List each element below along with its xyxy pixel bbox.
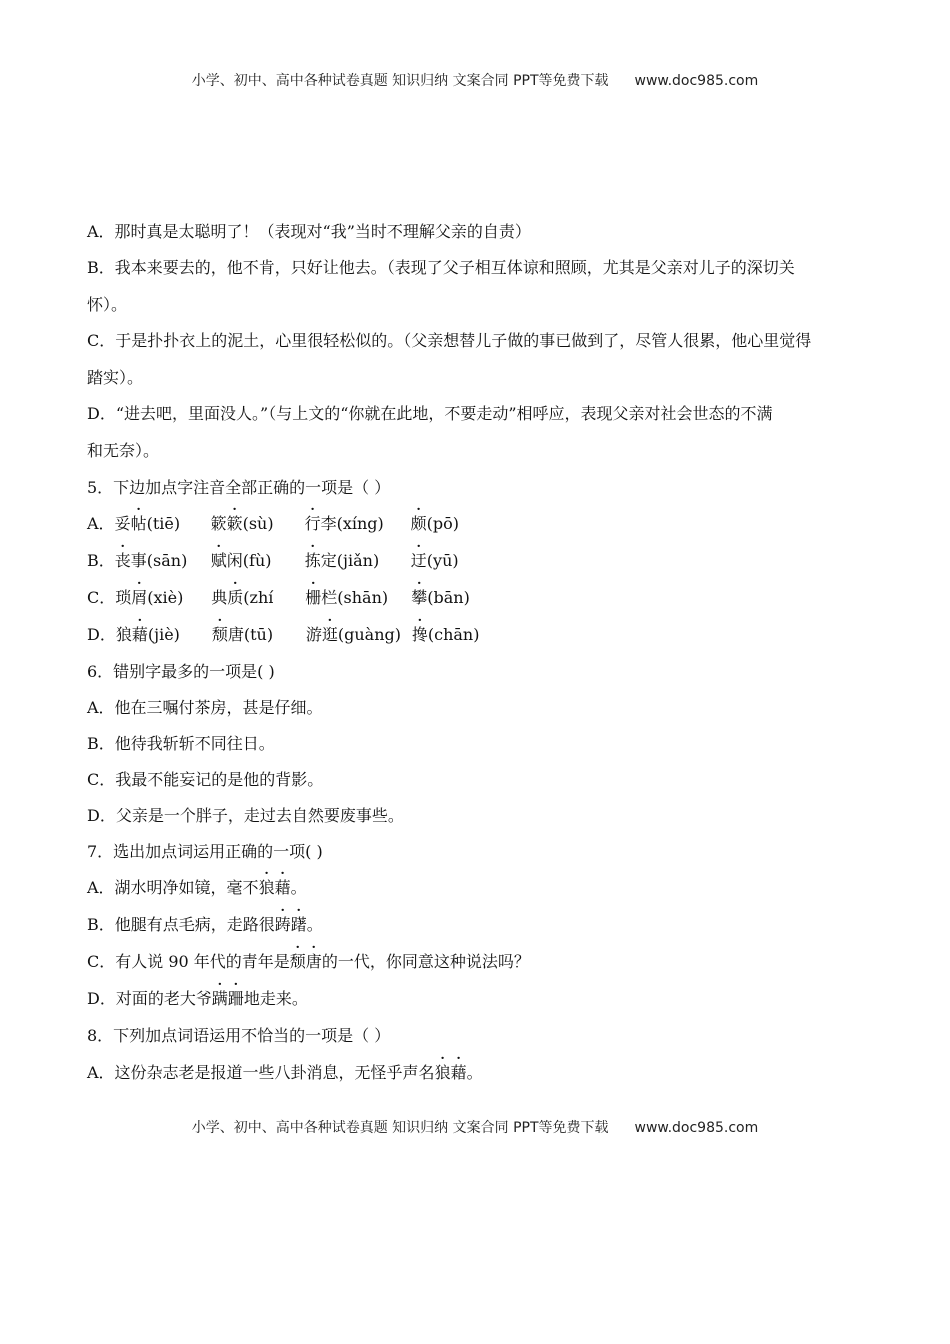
- q4-option-b-line1: B．我本来要去的，他不肯，只好让他去。（表现了父子相互体谅和照顾，尤其是父亲对儿子的深切关: [87, 258, 795, 277]
- header-url[interactable]: www.doc985.com: [634, 73, 759, 89]
- q5a-word4: 颇(pō): [410, 514, 459, 533]
- q6-stem: 6．错别字最多的一项是( ): [87, 662, 275, 681]
- q5d-word4: 搀(chān): [411, 625, 480, 644]
- q5d-word1: 狼藉(jiè): [115, 625, 180, 644]
- q4-option-a: A．那时真是太聪明了！（表现对“我”当时不理解父亲的自责）: [87, 222, 531, 241]
- q5-option-b: [87, 551, 857, 571]
- page-header: [0, 70, 950, 90]
- page-footer: [0, 1117, 950, 1137]
- footer-url[interactable]: www.doc985.com: [634, 1120, 759, 1136]
- q6-option-a: A．他在三嘱付茶房，甚是仔细。: [87, 698, 323, 717]
- q6-option-d: D．父亲是一个胖子，走过去自然要废事些。: [87, 806, 404, 825]
- q5-stem: 5．下边加点字注音全部正确的一项是（ ）: [87, 478, 391, 497]
- q5-option-c: [87, 588, 857, 608]
- q5b-word1: 丧事(sān): [114, 551, 188, 570]
- q5c-word4: 攀(bān): [411, 588, 470, 607]
- footer-text: 小学、初中、高中各种试卷真题 知识归纳 文案合同 PPT等免费下载: [191, 1120, 609, 1136]
- q5b-word2: 赋闲(fù): [210, 551, 272, 570]
- q4-option-d-line1: D．“进去吧，里面没人。”（与上文的“你就在此地，不要走动”相呼应，表现父亲对社会世态的不满: [87, 404, 773, 423]
- q7-option-a: A．湖水明净如镜，毫不狼藉。: [87, 878, 307, 897]
- q4-option-c-line1: C．于是扑扑衣上的泥土，心里很轻松似的。（父亲想替儿子做的事已做到了，尽管人很累，他心里觉得: [87, 331, 812, 350]
- q5b-word4: 迂(yū): [410, 551, 459, 570]
- q5a-word1: 妥帖(tiē): [114, 514, 181, 533]
- q5a-label: A．: [87, 514, 115, 533]
- q5d-word3: 游逛(guàng): [305, 625, 401, 644]
- q5c-word2: 典质(zhí: [211, 588, 274, 607]
- header-text: 小学、初中、高中各种试卷真题 知识归纳 文案合同 PPT等免费下载: [191, 73, 609, 89]
- q5b-label: B．: [87, 551, 115, 570]
- q5d-label: D．: [87, 625, 116, 644]
- q8-stem: 8．下列加点词语运用不恰当的一项是（ ）: [87, 1026, 391, 1045]
- q7-stem: 7．选出加点词运用正确的一项( ): [87, 842, 323, 861]
- q8-option-a: A．这份杂志老是报道一些八卦消息，无怪乎声名狼藉。: [87, 1063, 483, 1082]
- q4-option-c-line2: 踏实）。: [87, 368, 144, 387]
- q5-option-a: [87, 514, 857, 534]
- q7-option-c: C．有人说 90 年代的青年是颓唐的一代，你同意这种说法吗？: [87, 952, 530, 971]
- q4-option-b-line2: 怀）。: [87, 295, 128, 314]
- q6-option-b: B．他待我斩斩不同往日。: [87, 734, 275, 753]
- q5-option-d: [87, 625, 857, 645]
- q5a-word3: 行李(xíng): [304, 514, 384, 533]
- q5c-word3: 栅栏(shān): [305, 588, 389, 607]
- q5a-word2: 簌簌(sù): [210, 514, 274, 533]
- q7-option-b: B．他腿有点毛病，走路很踌躇。: [87, 915, 323, 934]
- q5d-word2: 颓唐(tū): [211, 625, 274, 644]
- q6-option-c: C．我最不能妄记的是他的背影。: [87, 770, 324, 789]
- q5b-word3: 拣定(jiǎn): [304, 551, 380, 570]
- q4-option-d-line2: 和无奈）。: [87, 441, 160, 460]
- q5c-word1: 琐屑(xiè): [115, 588, 184, 607]
- q5c-label: C．: [87, 588, 116, 607]
- q7-option-d: D．对面的老大爷蹒跚地走来。: [87, 989, 308, 1008]
